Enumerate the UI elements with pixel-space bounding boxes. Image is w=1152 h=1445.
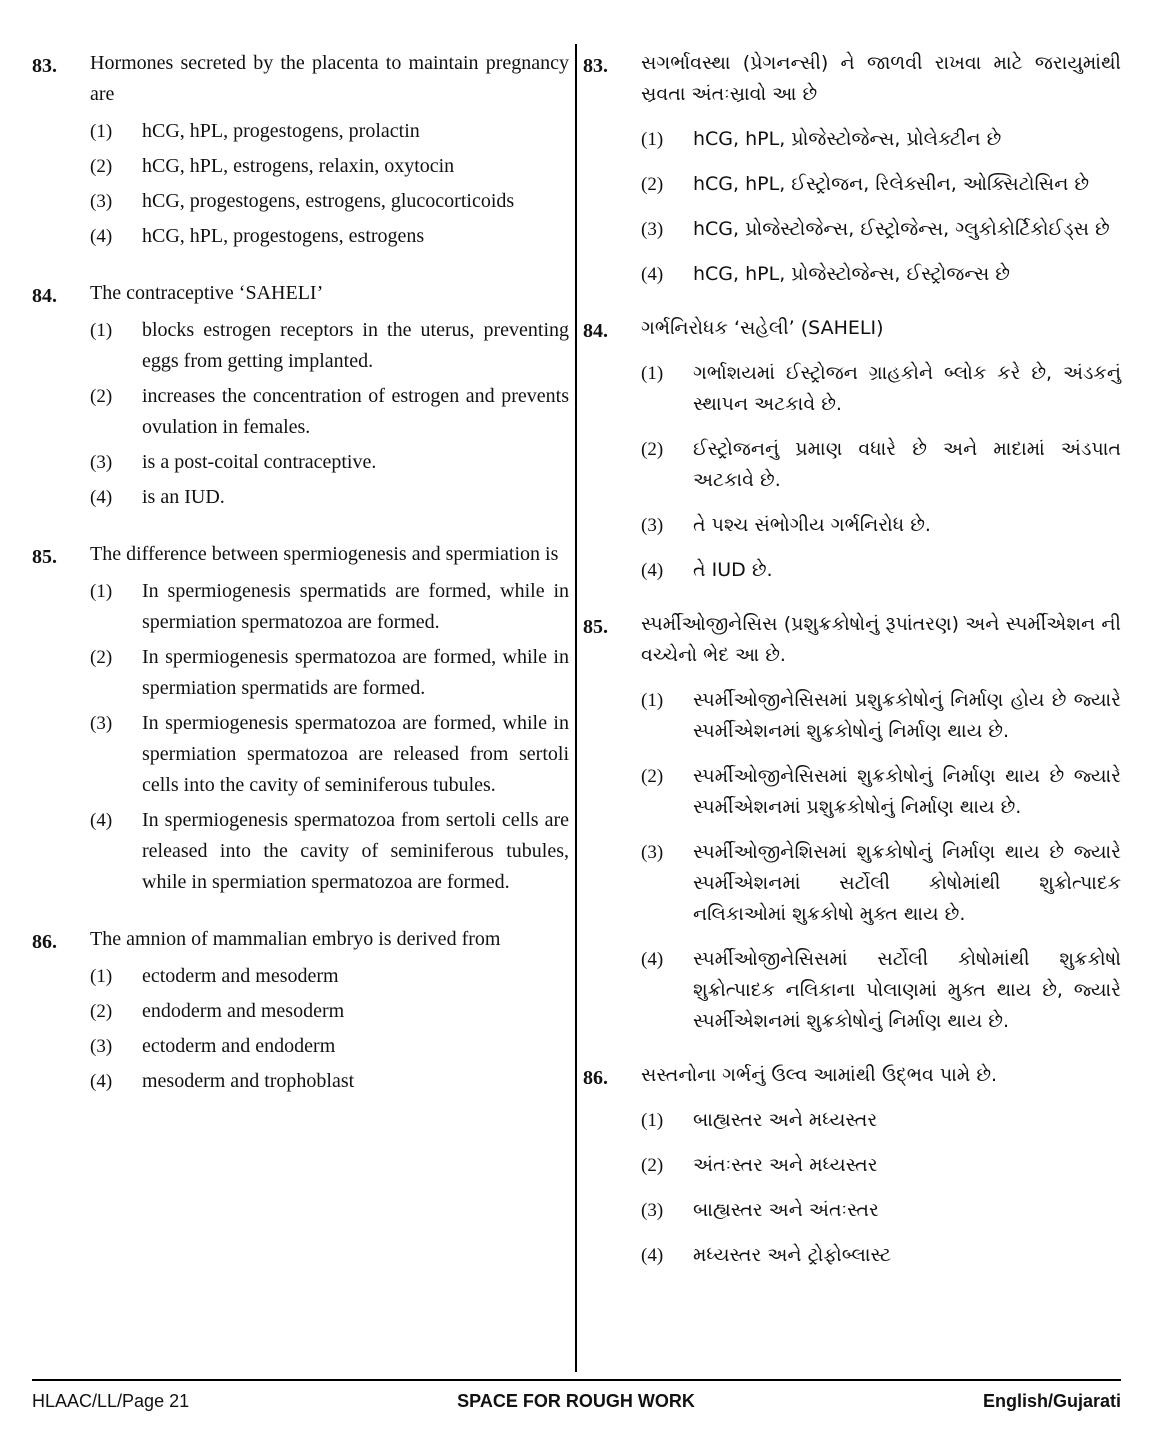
option-text: સ્પર્મીઓજીનેસિસમાં શુક્રકોષોનું નિર્માણ થાય છે જ્યારે સ્પર્મીએશનમાં પ્રશુક્રકોષોનું નિર્માણ થાય છે. xyxy=(693,765,1121,818)
option-text: hCG, hPL, પ્રોજેસ્ટોજેન્સ, પ્રોલેક્ટીન છે xyxy=(693,128,1002,150)
question-text: The difference between spermiogenesis and spermiation is xyxy=(90,543,559,565)
question-text: Hormones secreted by the placenta to maintain pregnancy are xyxy=(90,52,569,105)
option xyxy=(90,221,569,252)
option xyxy=(641,214,1121,245)
question-text: સસ્તનોના ગર્ભનું ઉલ્વ આમાંથી ઉદ્‌ભવ પામે છે. xyxy=(641,1064,998,1086)
options-list xyxy=(90,576,569,898)
option xyxy=(641,259,1121,290)
question-number: 86. xyxy=(32,931,57,953)
english-column xyxy=(32,48,569,1101)
option xyxy=(641,1150,1121,1181)
option-text: hCG, hPL, પ્રોજેસ્ટોજેન્સ, ઈસ્ટ્રોજન્સ છે xyxy=(693,263,1010,285)
option xyxy=(641,510,1121,541)
option-number: (1) xyxy=(90,320,113,341)
option-number: (1) xyxy=(90,121,113,142)
footer-rule xyxy=(32,1379,1121,1381)
question-number: 85. xyxy=(583,616,608,638)
option xyxy=(641,1105,1121,1136)
option-text: increases the concentration of estrogen and prevents ovulation in females. xyxy=(142,385,569,438)
option-number: (2) xyxy=(641,439,664,460)
option-number: (2) xyxy=(641,1155,664,1176)
option xyxy=(90,1066,569,1097)
option xyxy=(90,116,569,147)
option-text: સ્પર્મીઓજીનેસિસમાં સર્ટોલી કોષોમાંથી શુક્રકોષો શુક્રોત્પાદક નલિકાના પોલાણમાં મુક્ત થાય છે, જ્યારે સ્પર્મીએશનમાં શુક્રકોષોનું નિર્માણ થાય છે. xyxy=(693,948,1121,1032)
question-text: The contraceptive ‘SAHELI’ xyxy=(90,282,324,304)
option xyxy=(641,1240,1121,1271)
option-text: અંતઃસ્તર અને મધ્યસ્તર xyxy=(693,1154,878,1176)
option xyxy=(641,837,1121,930)
question-number: 83. xyxy=(32,55,57,77)
option xyxy=(641,761,1121,823)
question-text: ગર્ભનિરોધક ‘સહેલી’ (SAHELI) xyxy=(641,317,884,339)
question-text: The amnion of mammalian embryo is derived from xyxy=(90,928,501,950)
option xyxy=(90,482,569,513)
question-85-en xyxy=(32,539,569,898)
question-83-gu xyxy=(583,48,1121,290)
option-text: blocks estrogen receptors in the uterus, preventing eggs from getting implanted. xyxy=(142,319,569,372)
option-text: In spermiogenesis spermatozoa are formed, while in spermiation spermatozoa are released from sertoli cells into the cavity of seminiferous tubules. xyxy=(142,712,569,796)
question-number: 84. xyxy=(583,320,608,342)
options-list xyxy=(641,124,1121,290)
option xyxy=(641,358,1121,420)
option xyxy=(90,447,569,478)
option xyxy=(90,315,569,377)
option-text: is an IUD. xyxy=(142,486,225,508)
option-text: તે પશ્ચ સંભોગીય ગર્ભનિરોધ છે. xyxy=(693,514,931,536)
option-number: (1) xyxy=(90,966,113,987)
option-number: (3) xyxy=(90,713,113,734)
option-number: (1) xyxy=(641,129,664,150)
question-number: 83. xyxy=(583,55,608,77)
option-number: (2) xyxy=(641,174,664,195)
option-number: (4) xyxy=(641,1245,664,1266)
question-number: 85. xyxy=(32,546,57,568)
option-number: (1) xyxy=(641,1110,664,1131)
option xyxy=(90,996,569,1027)
option-text: hCG, hPL, estrogens, relaxin, oxytocin xyxy=(142,155,455,177)
option-text: hCG, hPL, ઈસ્ટ્રોજન, રિલેક્સીન, ઓક્સિટોસિન છે xyxy=(693,173,1090,195)
options-list xyxy=(90,961,569,1097)
option xyxy=(641,1195,1121,1226)
option-text: બાહ્યસ્તર અને મધ્યસ્તર xyxy=(693,1109,878,1131)
question-86-en xyxy=(32,924,569,1097)
option-text: સ્પર્મીઓજીનેશિસમાં શુક્રકોષોનું નિર્માણ થાય છે જ્યારે સ્પર્મીએશનમાં સર્ટોલી કોષોમાંથી શુક્રોત્પાદક નલિકાઓમાં શુક્રકોષો મુક્ત થાય છે. xyxy=(693,841,1121,925)
option-number: (2) xyxy=(90,647,113,668)
rough-work-label: SPACE FOR ROUGH WORK xyxy=(457,1391,695,1411)
option-number: (4) xyxy=(90,810,113,831)
option-number: (2) xyxy=(90,156,113,177)
option xyxy=(90,576,569,638)
option-number: (2) xyxy=(641,766,664,787)
option-text: In spermiogenesis spermatozoa from sertoli cells are released into the cavity of seminiferous tubules, while in spermiation spermatozoa are formed. xyxy=(142,809,569,893)
option-number: (4) xyxy=(641,560,664,581)
option-text: In spermiogenesis spermatozoa are formed, while in spermiation spermatids are formed. xyxy=(142,646,569,699)
option-text: મધ્યસ્તર અને ટ્રોફોબ્લાસ્ટ xyxy=(693,1244,892,1266)
option-number: (4) xyxy=(641,949,664,970)
option xyxy=(90,186,569,217)
option-number: (4) xyxy=(641,264,664,285)
option xyxy=(641,555,1121,586)
option xyxy=(641,944,1121,1037)
option-text: સ્પર્મીઓજીનેસિસમાં પ્રશુક્રકોષોનું નિર્માણ હોય છે જ્યારે સ્પર્મીએશનમાં શુક્રકોષોનું નિર્માણ થાય છે. xyxy=(693,689,1121,742)
options-list xyxy=(641,358,1121,586)
option xyxy=(641,124,1121,155)
question-85-gu xyxy=(583,609,1121,1037)
option-text: hCG, hPL, progestogens, estrogens xyxy=(142,225,425,247)
question-text: સ્પર્મીઓજીનેસિસ (પ્રશુક્રકોષોનું રૂપાંતરણ) અને સ્પર્મીએશન ની વચ્ચેનો ભેદ આ છે. xyxy=(641,613,1121,666)
options-list xyxy=(641,1105,1121,1271)
option-text: endoderm and mesoderm xyxy=(142,1000,345,1022)
option-text: In spermiogenesis spermatids are formed, while in spermiation spermatozoa are formed. xyxy=(142,580,569,633)
option-number: (3) xyxy=(90,191,113,212)
question-84-en xyxy=(32,278,569,513)
options-list xyxy=(641,685,1121,1037)
options-list xyxy=(90,315,569,513)
option-number: (3) xyxy=(90,1036,113,1057)
option-text: ectoderm and mesoderm xyxy=(142,965,339,987)
option-number: (4) xyxy=(90,226,113,247)
option-number: (3) xyxy=(90,452,113,473)
gujarati-column xyxy=(583,48,1121,1285)
question-number: 84. xyxy=(32,285,57,307)
column-divider xyxy=(575,44,577,1372)
option-text: ઈસ્ટ્રોજનનું પ્રમાણ વધારે છે અને માદામાં અંડપાત અટકાવે છે. xyxy=(693,438,1121,491)
option-number: (1) xyxy=(90,581,113,602)
option xyxy=(90,642,569,704)
option xyxy=(90,151,569,182)
question-number: 86. xyxy=(583,1067,608,1089)
option-number: (3) xyxy=(641,1200,664,1221)
option-number: (4) xyxy=(90,1071,113,1092)
option-text: hCG, hPL, progestogens, prolactin xyxy=(142,120,420,142)
option xyxy=(641,434,1121,496)
option-text: બાહ્યસ્તર અને અંતઃસ્તર xyxy=(693,1199,879,1221)
option-number: (2) xyxy=(90,1001,113,1022)
options-list xyxy=(90,116,569,252)
page-code: HLAAC/LL/Page 21 xyxy=(32,1391,190,1411)
option xyxy=(90,381,569,443)
question-text: સગર્ભાવસ્થા (પ્રેગનન્સી) ને જાળવી રાખવા માટે જરાયુમાંથી સ્રવતા અંતઃસ્રાવો આ છે xyxy=(641,52,1121,105)
option xyxy=(90,961,569,992)
option xyxy=(90,805,569,898)
option-text: is a post-coital contraceptive. xyxy=(142,451,377,473)
option-text: hCG, પ્રોજેસ્ટોજેન્સ, ઈસ્ટ્રોજેન્સ, ગ્લુકોકોર્ટિકોઈડ્સ છે xyxy=(693,218,1110,240)
option-number: (3) xyxy=(641,842,664,863)
question-84-gu xyxy=(583,313,1121,586)
option-number: (4) xyxy=(90,487,113,508)
option-number: (1) xyxy=(641,690,664,711)
option-number: (1) xyxy=(641,363,664,384)
option-text: ગર્ભાશયમાં ઈસ્ટ્રોજન ગ્રાહકોને બ્લોક કરે છે, અંડકનું સ્થાપન અટકાવે છે. xyxy=(693,362,1121,415)
option xyxy=(90,1031,569,1062)
option-number: (2) xyxy=(90,386,113,407)
option-number: (3) xyxy=(641,219,664,240)
option-text: તે IUD છે. xyxy=(693,559,773,581)
option-text: ectoderm and endoderm xyxy=(142,1035,336,1057)
question-86-gu xyxy=(583,1060,1121,1271)
option xyxy=(641,169,1121,200)
option-text: mesoderm and trophoblast xyxy=(142,1070,355,1092)
option-text: hCG, progestogens, estrogens, glucocorticoids xyxy=(142,190,515,212)
option xyxy=(90,708,569,801)
question-83-en xyxy=(32,48,569,252)
option-number: (3) xyxy=(641,515,664,536)
option xyxy=(641,685,1121,747)
language-label: English/Gujarati xyxy=(982,1391,1121,1411)
